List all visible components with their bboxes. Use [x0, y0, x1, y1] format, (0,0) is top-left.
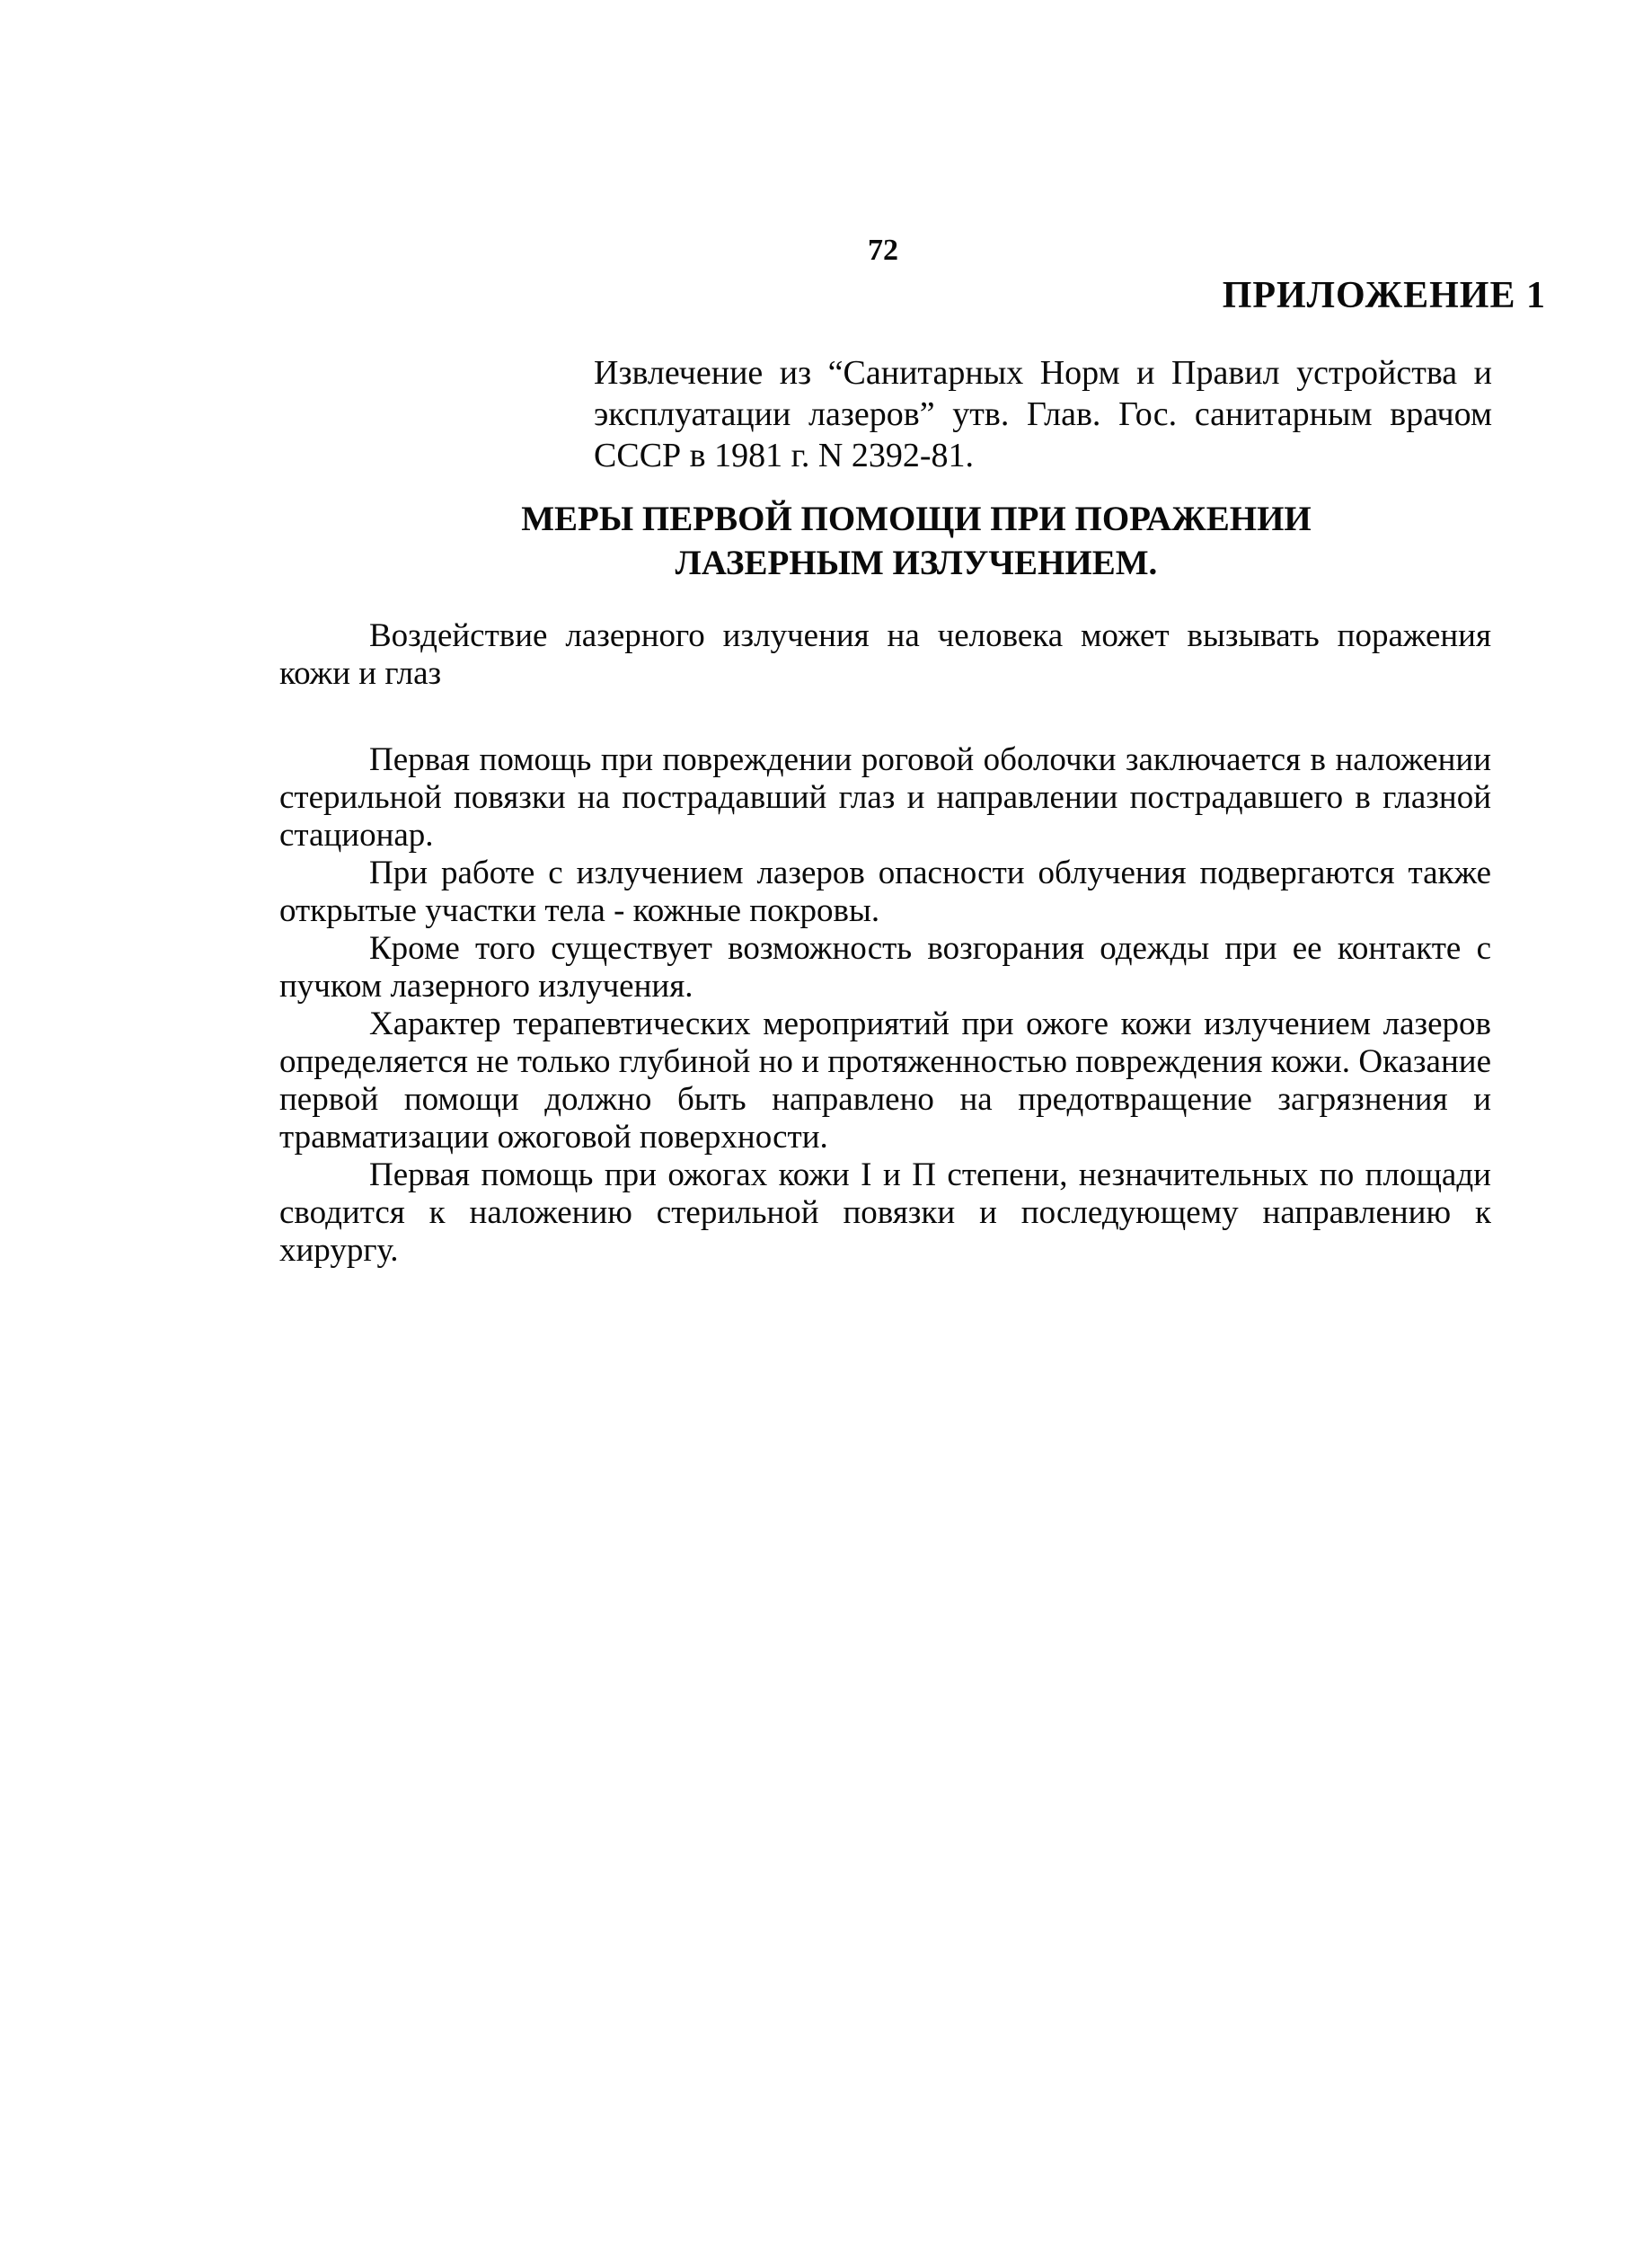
- paragraph-burn-first-aid: Первая помощь при ожогах кожи I и П степени, незначительных по площади сводится к наложению стерильной повязки и последующему направлению к хирургу.: [279, 1156, 1491, 1269]
- section-heading: [422, 497, 1410, 585]
- page-number: 72: [868, 234, 898, 267]
- section-heading-line-1: МЕРЫ ПЕРВОЙ ПОМОЩИ ПРИ ПОРАЖЕНИИ: [521, 500, 1312, 538]
- paragraph-clothing-ignition: Кроме того существует возможность возгорания одежды при ее контакте с пучком лазерного излучения.: [279, 930, 1491, 1005]
- appendix-title: ПРИЛОЖЕНИЕ 1: [1222, 275, 1546, 316]
- paragraph-exposure: Воздействие лазерного излучения на человека может вызывать поражения кожи и глаз: [279, 617, 1491, 692]
- extract-note: Извлечение из “Санитарных Норм и Правил устройства и эксплуатации лазеров” утв. Глав. Гос. санитарным врачом СССР в 1981 г. N 2392-81.: [594, 354, 1492, 474]
- section-heading-line-2: ЛАЗЕРНЫМ ИЗЛУЧЕНИЕМ.: [675, 544, 1158, 582]
- paragraph-eye-first-aid: Первая помощь при повреждении роговой оболочки заключается в наложении стерильной повязки на пострадавший глаз и направлении пострадавшего в глазной стационар.: [279, 741, 1491, 854]
- paragraph-skin-exposure: При работе с излучением лазеров опасности облучения подвергаются также открытые участки тела - кожные покровы.: [279, 855, 1491, 929]
- paragraph-burn-treatment: Характер терапевтических мероприятий при ожоге кожи излучением лазеров определяется не только глубиной но и протяженностью повреждения кожи. Оказание первой помощи должно быть направлено на предотвращение загрязнения и травматизации ожоговой поверхности.: [279, 1006, 1491, 1156]
- body-text: [279, 617, 1491, 1270]
